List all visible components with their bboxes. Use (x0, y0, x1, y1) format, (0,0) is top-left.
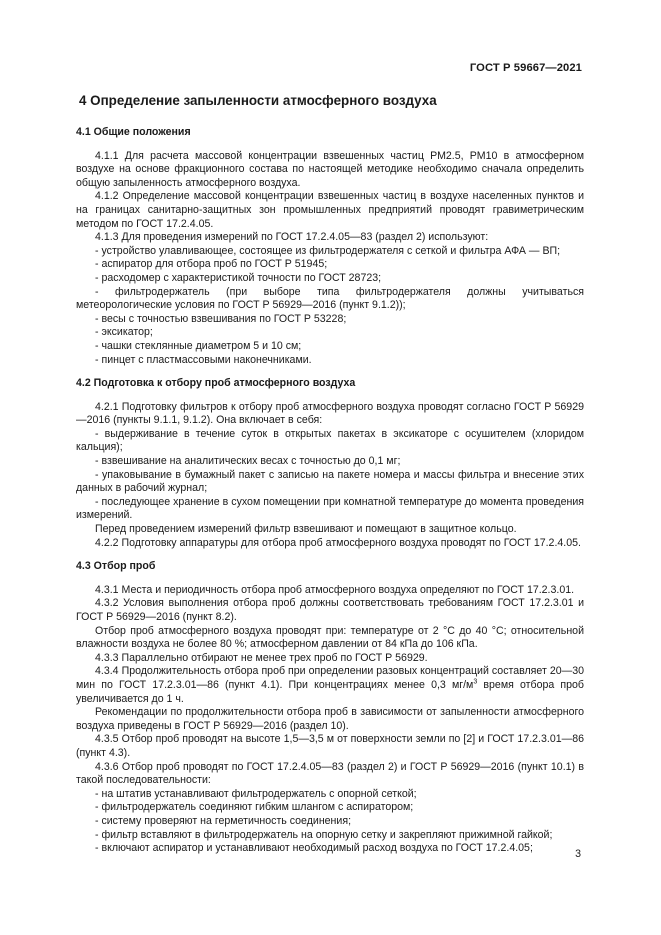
list-item: - включают аспиратор и устанавливают необходимый расход воздуха по ГОСТ 17.2.4.05; (95, 842, 533, 855)
list-item: - весы с точностью взвешивания по ГОСТ Р 53228; (95, 312, 347, 325)
list-item: - последующее хранение в сухом помещении при комнатной температуре до момента проведения измерений. (76, 495, 584, 522)
list-item: - фильтр вставляют в фильтродержатель на опорную сетку и закрепляют прижимной гайкой; (95, 828, 553, 841)
paragraph-recommendations: Рекомендации по продолжительности отбора проб в зависимости от запыленности атмосферного воздуха приведены в ГОСТ Р 56929—2016 (раздел 10). (76, 706, 584, 732)
list-item: - эксикатор; (95, 326, 153, 339)
paragraph-4-3-5: 4.3.5 Отбор проб проводят на высоте 1,5—3,5 м от поверхности земли по [2] и ГОСТ 17.2.3.01—86 (пункт 4.3). (76, 733, 584, 759)
paragraph-4-1-1: 4.1.1 Для расчета массовой концентрации взвешенных частиц РМ2.5, РМ10 в атмосферном воздухе на основе фракционного состава по настоящей методике необходимо сначала определить общую запыленность атмосферного воздуха. (76, 149, 584, 189)
document-code: ГОСТ Р 59667—2021 (469, 62, 582, 74)
list-item: - упаковывание в бумажный пакет с записью на пакете номера и массы фильтра и внесение этих данных в рабочий журнал; (76, 468, 584, 495)
page-content (76, 93, 584, 856)
paragraph-4-1-2: 4.1.2 Определение массовой концентрации взвешенных частиц в воздухе населенных пунктов и на границах санитарно-защитных зон промышленных предприятий проводят гравиметрическим методом по ГОСТ 17.2.4.05. (76, 190, 584, 230)
list-item: - аспиратор для отбора проб по ГОСТ Р 51945; (95, 258, 328, 271)
paragraph-4-3-4 (76, 665, 584, 706)
list-item: - на штатив устанавливают фильтродержатель с опорной сеткой; (95, 787, 417, 800)
subsection-title-4-1: 4.1 Общие положения (76, 126, 191, 138)
paragraph-4-3-2: 4.3.2 Условия выполнения отбора проб должны соответствовать требованиям ГОСТ 17.2.3.01 и ГОСТ Р 56929—2016 (пункт 8.2). (76, 597, 584, 623)
list-item: - устройство улавливающее, состоящее из фильтродержателя с сеткой и фильтра АФА — ВП; (95, 244, 561, 257)
list-item: - пинцет с пластмассовыми наконечниками. (95, 353, 312, 366)
list-item: - фильтродержатель соединяют гибким шлангом с аспиратором; (95, 801, 414, 814)
paragraph-4-1-3: 4.1.3 Для проведения измерений по ГОСТ 17.2.4.05—83 (раздел 2) используют: (95, 231, 489, 244)
subsection-title-4-3: 4.3 Отбор проб (76, 560, 156, 573)
paragraph-4-2-1: 4.2.1 Подготовку фильтров к отбору проб атмосферного воздуха проводят согласно ГОСТ Р 56929—2016 (пункты 9.1.1, 9.1.2). Она включает в себя: (76, 400, 584, 427)
list-item: - выдерживание в течение суток в открытых пакетах в эксикаторе с осушителем (хлоридом кальция); (76, 427, 584, 454)
paragraph-4-3-4-tail: время отбора проб увеличивается до 1 ч. (76, 678, 584, 705)
list-item: - систему проверяют на герметичность соединения; (95, 814, 352, 827)
paragraph-filter-weighing: Перед проведением измерений фильтр взвешивают и помещают в защитное кольцо. (95, 523, 517, 536)
superscript-3: 3 (473, 678, 478, 686)
paragraph-4-3-6: 4.3.6 Отбор проб проводят по ГОСТ 17.2.4.05—83 (раздел 2) и ГОСТ Р 56929—2016 (пункт 10.1) в такой последовательности: (76, 760, 584, 787)
list-item: - взвешивание на аналитических весах с точностью до 0,1 мг; (95, 455, 401, 468)
page-number: 3 (575, 848, 581, 860)
subsection-title-4-2: 4.2 Подготовка к отбору проб атмосферного воздуха (76, 377, 356, 390)
paragraph-4-3-3: 4.3.3 Параллельно отбирают не менее трех проб по ГОСТ Р 56929. (95, 651, 428, 664)
paragraph-4-2-2: 4.2.2 Подготовку аппаратуры для отбора проб атмосферного воздуха проводят по ГОСТ 17.2.4.05. (95, 536, 581, 549)
list-item: - фильтродержатель (при выборе типа фильтродержателя должны учитываться метеорологические условия по ГОСТ Р 56929—2016 (пункт 9.1.2)); (76, 285, 584, 312)
paragraph-4-3-1: 4.3.1 Места и периодичность отбора проб атмосферного воздуха определяют по ГОСТ 17.2.3.01. (95, 583, 575, 596)
list-item: - чашки стеклянные диаметром 5 и 10 см; (95, 339, 302, 352)
paragraph-sampling-conditions: Отбор проб атмосферного воздуха проводят при: температуре от 2 °С до 40 °С; относительной влажности воздуха не более 80 %; атмосферном давлении от 84 кПа до 106 кПа. (76, 624, 584, 651)
section-title: 4 Определение запыленности атмосферного воздуха (79, 93, 437, 108)
list-item: - расходомер с характеристикой точности по ГОСТ 28723; (95, 271, 382, 284)
paragraph-4-3-4-text: 4.3.4 Продолжительность отбора проб при определении разовых концентраций составляет 20—30 мин по ГОСТ 17.2.3.01—86 (пункт 4.1). При концентрациях менее 0,3 мг/м (76, 665, 584, 691)
